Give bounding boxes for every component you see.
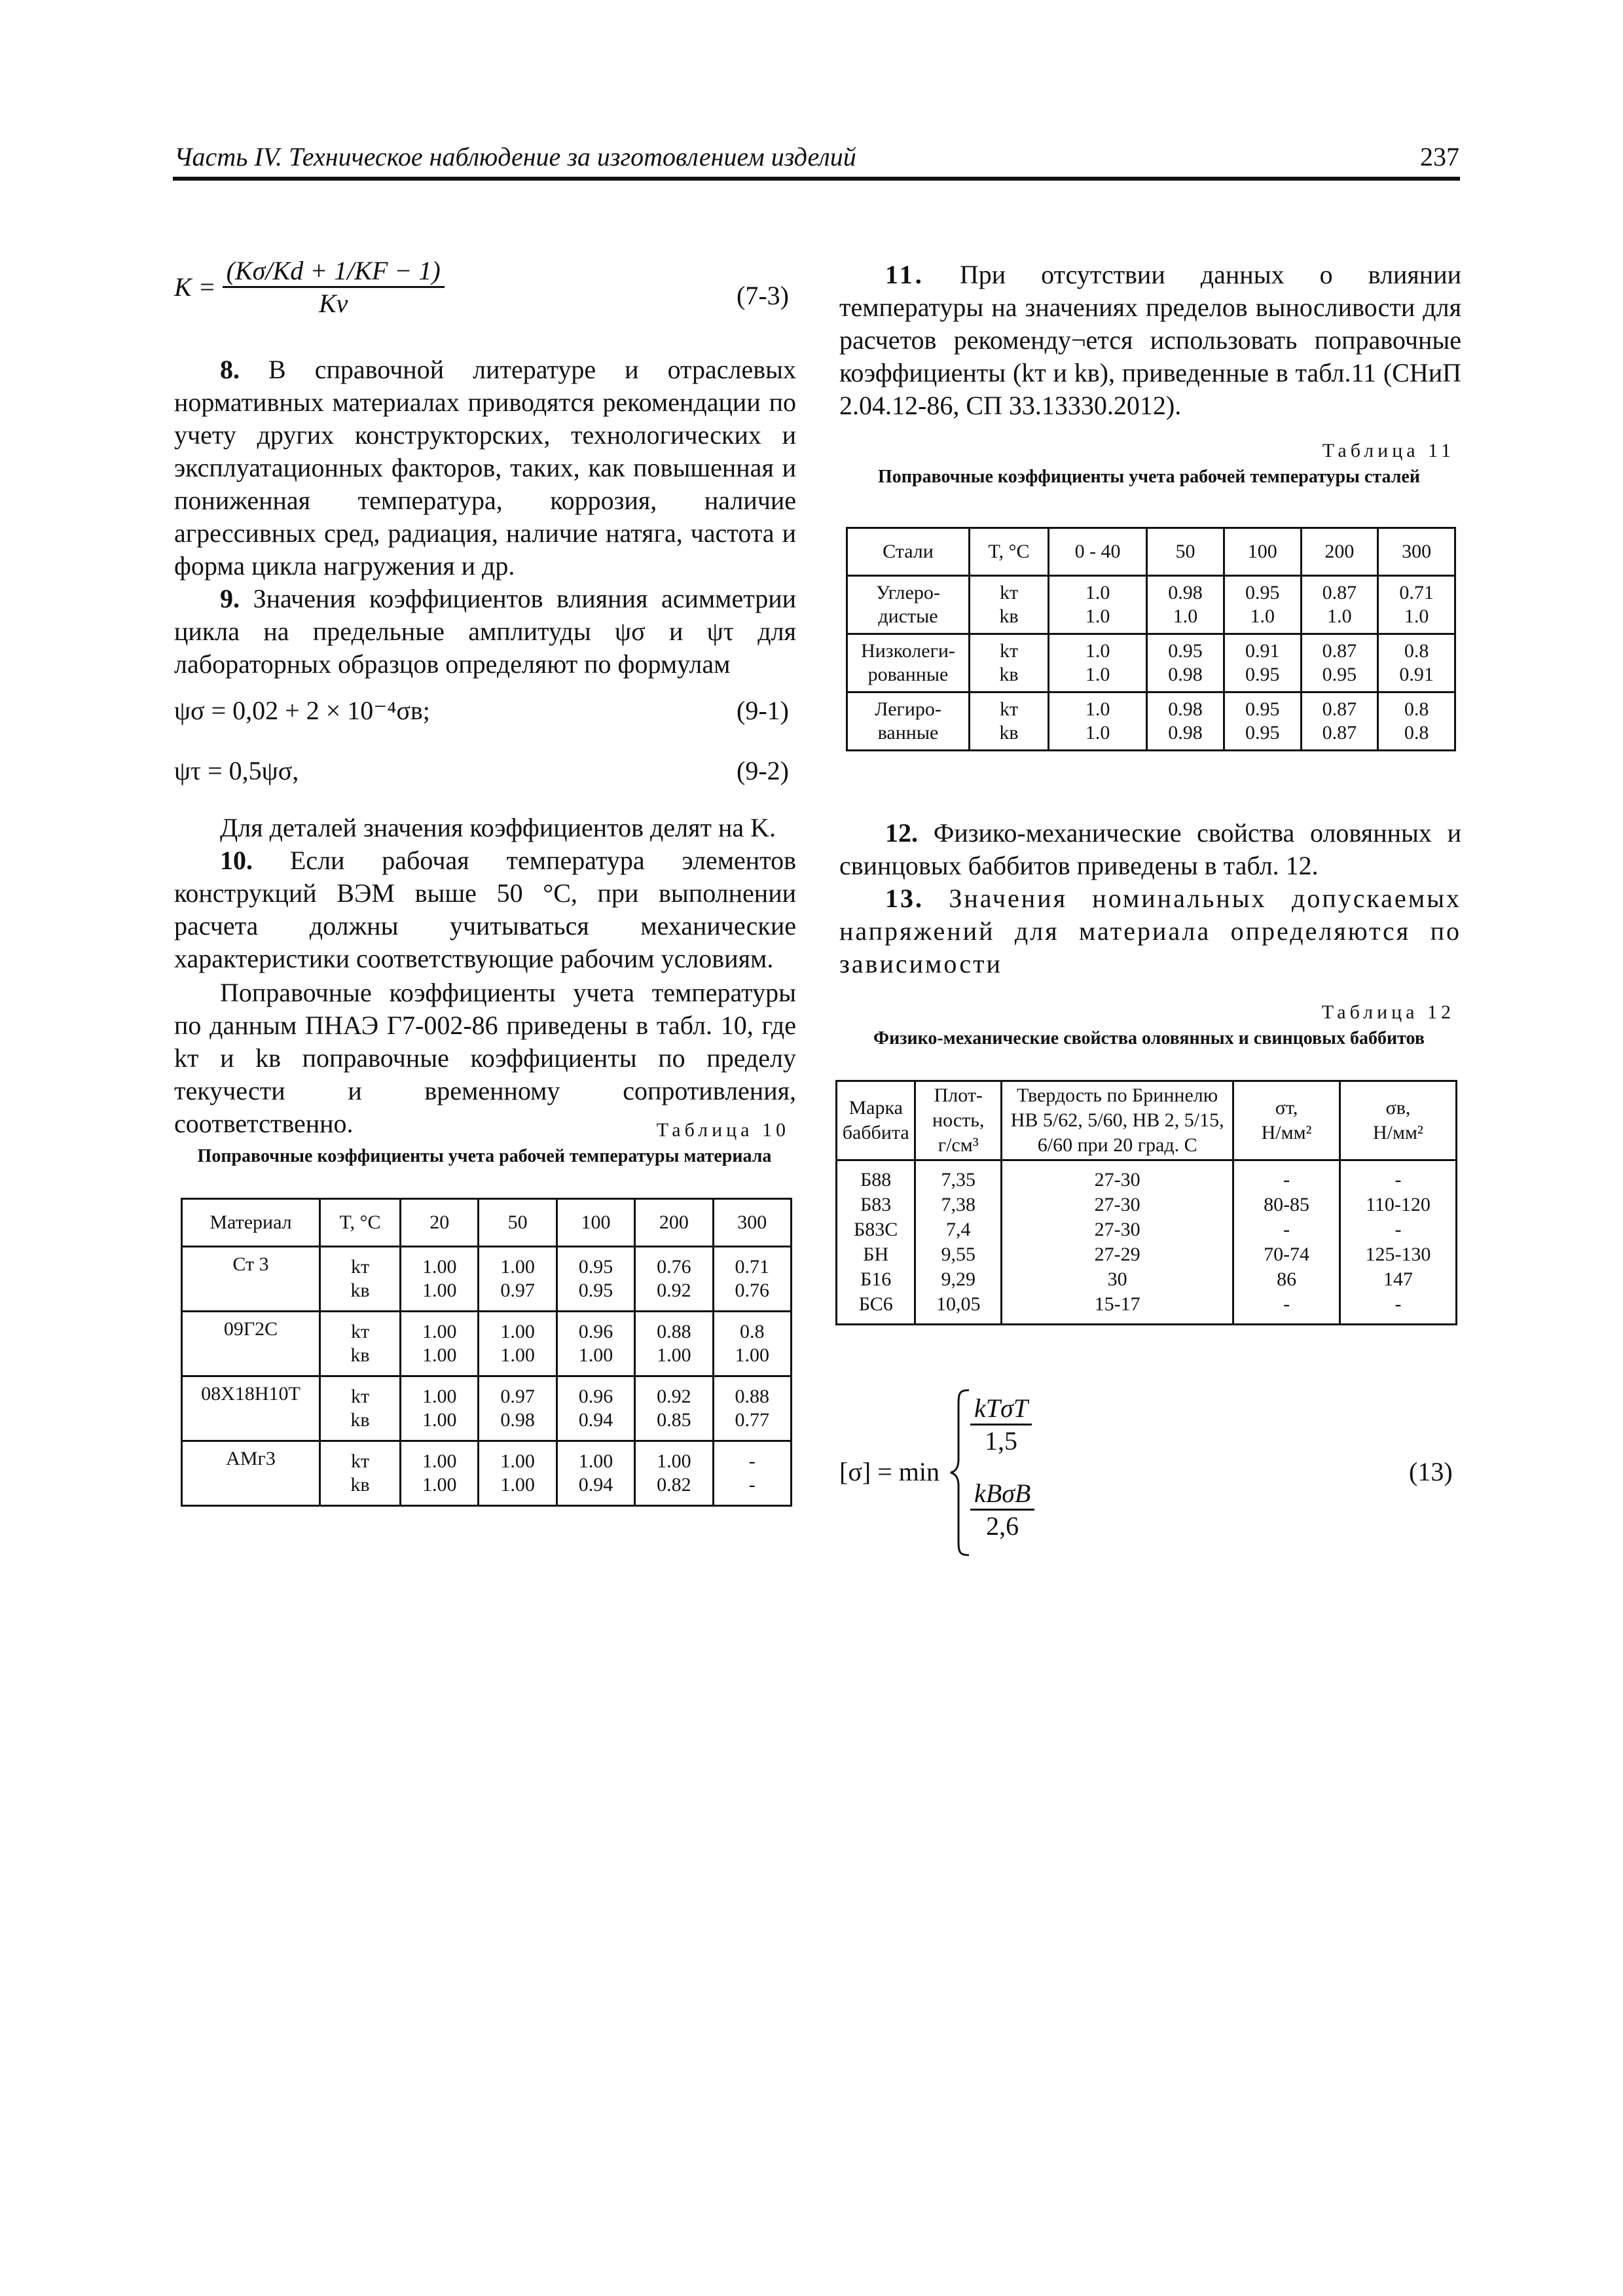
- cell-value: -: [1395, 1219, 1402, 1240]
- cell-value: 80-85: [1264, 1194, 1310, 1215]
- paragraph-text: Физико-механические свойства оловянных и свинцовых баббитов приведены в табл. 12.: [839, 818, 1461, 880]
- cell-line: 1.00: [578, 1450, 613, 1472]
- coefficient-cell: [320, 1312, 401, 1376]
- steel-type-cell: [847, 692, 970, 751]
- cell-value: 70-74: [1264, 1244, 1310, 1265]
- cell-line: 1.00: [422, 1450, 457, 1472]
- steel-type-cell: [847, 576, 970, 634]
- formula-fraction-1: [970, 1393, 1032, 1456]
- formula-fraction-2: [970, 1478, 1034, 1541]
- cell-line: 1.0: [1085, 640, 1110, 662]
- cell-line: 0.98: [1168, 698, 1203, 720]
- value-cell: [556, 1376, 634, 1441]
- cell-line: 0.91: [1399, 664, 1434, 685]
- cell-line: 1.00: [422, 1256, 457, 1278]
- value-cell: [479, 1376, 556, 1441]
- table-header-cell: 300: [1378, 528, 1455, 576]
- cell-value: БС6: [858, 1293, 893, 1315]
- value-cell: [401, 1441, 479, 1506]
- cell-line: 1.00: [500, 1344, 535, 1366]
- table-12: [835, 1080, 1457, 1325]
- cell-line: σт,: [1275, 1097, 1298, 1119]
- value-cell: [1378, 576, 1455, 634]
- formula-fraction: [223, 255, 445, 319]
- cell-line: 1.00: [500, 1450, 535, 1472]
- cell-line: 0.95: [1245, 698, 1280, 720]
- cell-line: 0.88: [735, 1386, 770, 1407]
- coefficient-cell: [320, 1441, 401, 1506]
- formula-lhs: K =: [174, 272, 216, 302]
- table-header-cell: 20: [401, 1199, 479, 1247]
- value-cell: [556, 1441, 634, 1506]
- table-header-cell: 0 - 40: [1049, 528, 1147, 576]
- table-header-row: [837, 1081, 1457, 1160]
- cell-line: kв: [999, 722, 1019, 744]
- cell-value: 30: [1107, 1268, 1127, 1290]
- paragraph-text: При отсутствии данных о влиянии температуры на значениях пределов выносливости для расчетов рекоменду¬ется использовать поправочные коэффициенты (kт и kв), приведенные в табл.11 (СНиП 2.04.12-86, СП 33.13330.2012).: [839, 260, 1462, 420]
- paragraph-text: Поправочные коэффициенты учета температуры по данным ПНАЭ Г7-002-86 приведены в табл. 10, где kт и kв поправочные коэффициенты по пределу текучести и временному сопротивления, соответственно.: [174, 978, 796, 1138]
- cell-line: Легиро-: [875, 698, 941, 720]
- cell-line: 0.98: [500, 1409, 535, 1431]
- value-cell: [1224, 634, 1301, 692]
- cell-value: 7,4: [946, 1219, 971, 1240]
- value-cell: [479, 1312, 556, 1376]
- cell-line: 1.00: [422, 1321, 457, 1342]
- cell-line: kт: [999, 698, 1019, 720]
- cell-line: 0.76: [735, 1280, 770, 1301]
- cell-line: 1.00: [578, 1344, 613, 1366]
- cell-value: -: [1283, 1293, 1290, 1315]
- cell-line: 1.00: [422, 1280, 457, 1301]
- paragraph-number: 12.: [885, 818, 918, 848]
- material-cell: 09Г2С: [182, 1312, 320, 1376]
- column-cell: [915, 1160, 1002, 1325]
- cell-value: 9,29: [941, 1268, 976, 1290]
- cell-line: 1.0: [1173, 605, 1198, 627]
- cell-line: ность,: [932, 1109, 985, 1131]
- cell-line: kв: [350, 1344, 370, 1366]
- cell-line: 0.95: [1245, 664, 1280, 685]
- paragraph-number: 11.: [885, 260, 924, 289]
- cell-line: HB 5/62, 5/60, HB 2, 5/15,: [1010, 1109, 1224, 1131]
- value-cell: [1147, 692, 1224, 751]
- cell-line: kт: [350, 1321, 370, 1342]
- value-cell: [556, 1312, 634, 1376]
- cell-line: дистые: [878, 605, 938, 627]
- paragraph-number: 8.: [220, 355, 240, 384]
- value-cell: [1301, 634, 1378, 692]
- cell-line: 0.98: [1168, 582, 1203, 603]
- cell-line: 0.91: [1245, 640, 1280, 662]
- steel-type-cell: [847, 634, 970, 692]
- cell-line: 1.00: [500, 1256, 535, 1278]
- running-header-title: Часть IV. Техническое наблюдение за изготовлением изделий: [174, 142, 856, 171]
- table-10: [181, 1198, 792, 1507]
- table-11-caption: Поправочные коэффициенты учета рабочей температуры сталей: [878, 467, 1420, 487]
- table-header-cell: Стали: [847, 528, 970, 576]
- value-cell: [635, 1247, 713, 1312]
- paragraph-text: Если рабочая температура элементов конструкций ВЭМ выше 50 °С, при выполнении расчета должны учитываться механические характеристики соответствующие рабочим условиям.: [174, 846, 796, 973]
- cell-line: рованные: [867, 664, 949, 685]
- table-row: [847, 634, 1455, 692]
- cell-value: БН: [863, 1244, 889, 1265]
- cell-line: 1.00: [422, 1409, 457, 1431]
- cell-value: Б83С: [854, 1219, 898, 1240]
- cell-line: 1.00: [657, 1450, 691, 1472]
- table-header-cell: Материал: [182, 1199, 320, 1247]
- paragraph-text: Значения номинальных допускаемых напряжений для материала определяются по зависимости: [839, 884, 1462, 978]
- coefficient-cell: [970, 634, 1049, 692]
- paragraph-number: 9.: [220, 584, 240, 613]
- paragraph-text: В справочной литературе и отраслевых нормативных материалах приводятся рекомендации по учету других конструкторских, технологических и эксплуатационных факторов, таких, как повышенная и пониженная температура, коррозия, наличие агрессивных сред, радиация, наличие натяга, частота и форма цикла нагружения и др.: [174, 355, 797, 581]
- cell-line: 0.8: [1404, 698, 1429, 720]
- table-row: [182, 1441, 792, 1506]
- cell-line: Плот-: [934, 1085, 983, 1106]
- paragraph-text: Значения коэффициентов влияния асимметрии цикла на предельные амплитуды ψσ и ψτ для лабораторных образцов определяют по формулам: [174, 584, 797, 679]
- cell-line: 0.95: [1168, 640, 1203, 662]
- column-cell: [1002, 1160, 1233, 1325]
- material-cell: Ст 3: [182, 1247, 320, 1312]
- table-header-cell: [1233, 1081, 1340, 1160]
- table-row: [182, 1247, 792, 1312]
- value-cell: [479, 1247, 556, 1312]
- cell-line: 0.98: [1168, 664, 1203, 685]
- cell-line: 0.92: [657, 1280, 691, 1301]
- cell-line: 0.76: [657, 1256, 691, 1278]
- table-12-label: Таблица 12: [1321, 1001, 1455, 1023]
- cell-value: 27-30: [1094, 1219, 1140, 1240]
- value-cell: [1378, 634, 1455, 692]
- cell-line: 1.0: [1085, 664, 1110, 685]
- equation-number-9-2: (9-2): [737, 756, 789, 785]
- cell-line: kв: [350, 1409, 370, 1431]
- cell-line: 0.97: [500, 1386, 535, 1407]
- cell-line: баббита: [842, 1122, 909, 1143]
- cell-line: 0.95: [578, 1280, 613, 1301]
- cell-line: 0.71: [735, 1256, 770, 1278]
- cell-line: 1.0: [1085, 698, 1110, 720]
- material-cell: 08Х18Н10Т: [182, 1376, 320, 1441]
- value-cell: [1049, 634, 1147, 692]
- value-cell: [556, 1247, 634, 1312]
- formula-numerator: kBσB: [970, 1478, 1034, 1511]
- table-header-cell: 200: [1301, 528, 1378, 576]
- cell-line: 0.88: [657, 1321, 691, 1342]
- cell-line: kв: [999, 605, 1019, 627]
- paragraph-text: Для деталей значения коэффициентов делят на K.: [220, 813, 776, 842]
- table-header-cell: 50: [479, 1199, 556, 1247]
- cell-line: 1.0: [1250, 605, 1275, 627]
- cell-line: -: [748, 1450, 756, 1472]
- table-10-caption: Поправочные коэффициенты учета рабочей температуры материала: [197, 1146, 772, 1166]
- cell-line: 0.95: [1245, 722, 1280, 744]
- cell-line: 1.00: [422, 1474, 457, 1496]
- cell-line: 0.98: [1168, 722, 1203, 744]
- cell-line: 1.00: [500, 1474, 535, 1496]
- table-11: [846, 527, 1456, 751]
- value-cell: [401, 1376, 479, 1441]
- cell-line: 0.87: [1322, 722, 1357, 744]
- paragraph-number: 10.: [220, 846, 253, 875]
- formula-numerator: kTσT: [970, 1393, 1032, 1426]
- cell-line: 1.0: [1085, 722, 1110, 744]
- paragraph-12: [839, 817, 1461, 882]
- value-cell: [401, 1312, 479, 1376]
- cell-line: kт: [999, 582, 1019, 603]
- cell-value: -: [1395, 1293, 1402, 1315]
- cell-line: 1.00: [657, 1344, 691, 1366]
- table-header-cell: [1340, 1081, 1456, 1160]
- cell-value: 125-130: [1365, 1244, 1431, 1265]
- equation-number-9-1: (9-1): [737, 696, 789, 725]
- cell-value: 147: [1383, 1268, 1413, 1290]
- value-cell: [1224, 576, 1301, 634]
- coefficient-cell: [970, 692, 1049, 751]
- value-cell: [713, 1441, 791, 1506]
- cell-line: 1.0: [1327, 605, 1352, 627]
- equation-number-7-3: (7-3): [737, 281, 789, 310]
- cell-line: Н/мм²: [1261, 1122, 1312, 1143]
- formula-9-2: ψτ = 0,5ψσ,: [174, 756, 299, 785]
- cell-line: 0.77: [735, 1409, 770, 1431]
- header-rule: [173, 177, 1460, 181]
- cell-line: 0.82: [657, 1474, 691, 1496]
- cell-line: 1.00: [500, 1321, 535, 1342]
- coefficient-cell: [320, 1376, 401, 1441]
- cell-value: Б16: [860, 1268, 892, 1290]
- cell-line: 0.87: [1322, 640, 1357, 662]
- table-header-cell: 100: [556, 1199, 634, 1247]
- formula-9-1: ψσ = 0,02 + 2 × 10⁻⁴σв;: [174, 696, 430, 725]
- cell-line: ванные: [877, 722, 939, 744]
- cell-line: 0.94: [578, 1474, 613, 1496]
- table-row: [847, 576, 1455, 634]
- formula-lhs: [σ] = min: [839, 1457, 939, 1486]
- cell-line: Углеро-: [876, 582, 940, 603]
- cell-line: 0.85: [657, 1409, 691, 1431]
- table-header-cell: 300: [713, 1199, 791, 1247]
- cell-line: 0.96: [578, 1321, 613, 1342]
- table-header-row: [182, 1199, 792, 1247]
- table-header-cell: [837, 1081, 915, 1160]
- table-header-cell: 200: [635, 1199, 713, 1247]
- value-cell: [401, 1247, 479, 1312]
- table-header-cell: [915, 1081, 1002, 1160]
- cell-line: 0.95: [1245, 582, 1280, 603]
- value-cell: [635, 1376, 713, 1441]
- cell-line: 0.97: [500, 1280, 535, 1301]
- cell-line: г/см³: [938, 1134, 979, 1156]
- table-row: [182, 1376, 792, 1441]
- cell-line: 0.95: [578, 1256, 613, 1278]
- cell-line: 0.94: [578, 1409, 613, 1431]
- cell-line: 1.0: [1085, 605, 1110, 627]
- cell-line: kт: [350, 1450, 370, 1472]
- table-header-cell: T, °С: [320, 1199, 401, 1247]
- value-cell: [1301, 576, 1378, 634]
- equation-number-13: (13): [1409, 1457, 1453, 1486]
- value-cell: [713, 1247, 791, 1312]
- cell-line: 6/60 при 20 град. С: [1037, 1134, 1197, 1156]
- table-10-label: Таблица 10: [656, 1119, 790, 1141]
- cell-value: 27-30: [1094, 1169, 1140, 1191]
- column-cell: [837, 1160, 915, 1325]
- value-cell: [479, 1441, 556, 1506]
- paragraph-10: [174, 844, 796, 975]
- paragraph-number: 13.: [885, 884, 924, 913]
- cell-value: 86: [1277, 1268, 1297, 1290]
- cell-value: 27-30: [1094, 1194, 1140, 1215]
- coefficient-cell: [970, 576, 1049, 634]
- column-cell: [1340, 1160, 1456, 1325]
- cell-line: 1.00: [422, 1344, 457, 1366]
- cell-line: 0.92: [657, 1386, 691, 1407]
- formula-denominator: Kv: [318, 289, 348, 318]
- paragraph-corrections: [174, 977, 796, 1140]
- cell-line: 1.00: [422, 1386, 457, 1407]
- formula-numerator: (Kσ/Kd + 1/KF − 1): [223, 255, 445, 288]
- cell-line: kв: [350, 1474, 370, 1496]
- cell-line: σв,: [1385, 1097, 1411, 1119]
- cell-value: 7,38: [941, 1194, 976, 1215]
- cell-line: 0.87: [1322, 582, 1357, 603]
- cell-line: Н/мм²: [1372, 1122, 1423, 1143]
- table-header-row: [847, 528, 1455, 576]
- value-cell: [1147, 634, 1224, 692]
- table-11-label: Таблица 11: [1322, 440, 1455, 461]
- table-header-cell: 100: [1224, 528, 1301, 576]
- cell-line: Твердость по Бриннелю: [1017, 1085, 1218, 1106]
- value-cell: [1378, 692, 1455, 751]
- value-cell: [1301, 692, 1378, 751]
- cell-line: -: [748, 1474, 756, 1496]
- table-header-cell: 50: [1147, 528, 1224, 576]
- cell-value: 7,35: [941, 1169, 976, 1191]
- cell-value: 9,55: [941, 1244, 976, 1265]
- paragraph-13: [839, 882, 1461, 980]
- coefficient-cell: [320, 1247, 401, 1312]
- cell-line: kт: [350, 1256, 370, 1278]
- column-cell: [1233, 1160, 1340, 1325]
- cell-line: 1.0: [1404, 605, 1429, 627]
- table-row: [182, 1312, 792, 1376]
- cell-line: Марка: [848, 1097, 903, 1119]
- value-cell: [713, 1312, 791, 1376]
- paragraph-details: [174, 812, 796, 844]
- cell-line: kт: [350, 1386, 370, 1407]
- cell-value: Б88: [860, 1169, 892, 1191]
- curly-brace: [949, 1388, 972, 1558]
- cell-line: 0.87: [1322, 698, 1357, 720]
- table-header-cell: [1002, 1081, 1233, 1160]
- material-cell: АМг3: [182, 1441, 320, 1506]
- cell-value: -: [1283, 1169, 1290, 1191]
- cell-value: 110-120: [1366, 1194, 1431, 1215]
- cell-line: 0.8: [1404, 722, 1429, 744]
- table-header-cell: T, °С: [970, 528, 1049, 576]
- value-cell: [1224, 692, 1301, 751]
- cell-value: -: [1283, 1219, 1290, 1240]
- cell-value: Б83: [860, 1194, 892, 1215]
- value-cell: [1049, 576, 1147, 634]
- paragraph-9: [174, 583, 796, 681]
- formula-denominator: 2,6: [986, 1511, 1019, 1541]
- page-number: 237: [1420, 142, 1459, 171]
- value-cell: [1049, 692, 1147, 751]
- cell-line: 0.96: [578, 1386, 613, 1407]
- cell-line: 0.71: [1399, 582, 1434, 603]
- cell-line: kв: [350, 1280, 370, 1301]
- formula-denominator: 1,5: [984, 1426, 1017, 1456]
- formula-13: [839, 1388, 1167, 1558]
- paragraph-11: [839, 259, 1461, 422]
- value-cell: [635, 1312, 713, 1376]
- cell-line: kв: [999, 664, 1019, 685]
- cell-line: 0.8: [1404, 640, 1429, 662]
- table-row: [847, 692, 1455, 751]
- value-cell: [1147, 576, 1224, 634]
- cell-line: 1.0: [1085, 582, 1110, 603]
- cell-value: 15-17: [1094, 1293, 1140, 1315]
- table-row: [837, 1160, 1457, 1325]
- cell-value: 27-29: [1094, 1244, 1140, 1265]
- cell-line: kт: [999, 640, 1019, 662]
- cell-value: -: [1395, 1169, 1402, 1191]
- cell-value: 10,05: [936, 1293, 981, 1315]
- table-12-caption: Физико-механические свойства оловянных и свинцовых баббитов: [873, 1028, 1425, 1049]
- cell-line: 1.00: [735, 1344, 770, 1366]
- cell-line: Низколеги-: [861, 640, 955, 662]
- paragraph-8: [174, 353, 796, 583]
- cell-line: 0.8: [740, 1321, 765, 1342]
- formula-7-3: [174, 255, 445, 319]
- value-cell: [635, 1441, 713, 1506]
- cell-line: 0.95: [1322, 664, 1357, 685]
- value-cell: [713, 1376, 791, 1441]
